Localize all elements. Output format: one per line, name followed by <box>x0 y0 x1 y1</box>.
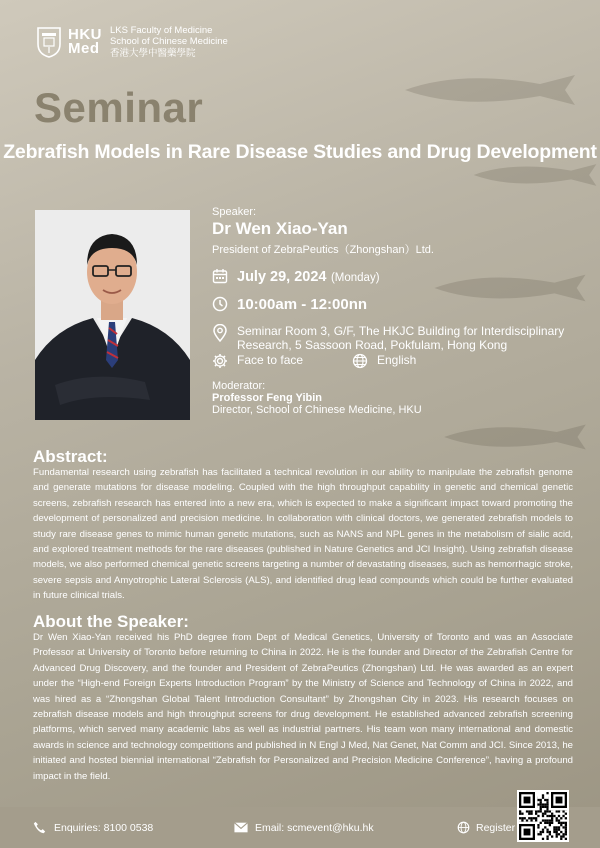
faculty-line-2: School of Chinese Medicine <box>110 36 228 48</box>
mail-icon <box>234 822 248 833</box>
speaker-name: Dr Wen Xiao-Yan <box>212 219 348 238</box>
speaker-photo <box>35 210 190 420</box>
globe-icon <box>352 353 368 369</box>
hku-crest-icon <box>36 26 62 58</box>
faculty-name <box>110 25 228 60</box>
zebrafish-decoration <box>430 270 590 306</box>
event-day: (Monday) <box>330 272 380 284</box>
seminar-label: Seminar <box>34 84 204 131</box>
qr-code-icon <box>519 792 567 840</box>
event-mode: Face to face <box>237 353 304 367</box>
event-info <box>212 206 582 416</box>
moderator-name: Professor Feng Yibin <box>212 392 323 404</box>
speaker-label: Speaker: <box>212 206 257 218</box>
time-row <box>212 296 367 313</box>
moderator-position: Director, School of Chinese Medicine, HKU <box>212 404 422 416</box>
date-row <box>212 268 380 286</box>
event-language: English <box>377 353 417 367</box>
speaker-position: President of ZebraPeutics（Zhongshan）Ltd. <box>212 244 434 256</box>
hku-text: HKU <box>68 26 102 43</box>
seminar-title: Zebrafish Models in Rare Disease Studies and Drug Development <box>3 141 597 163</box>
hku-med-logo <box>68 28 102 56</box>
venue-line-2: Research, 5 Sassoon Road, Pokfulam, Hong Kong <box>237 338 508 352</box>
language-row <box>352 353 416 369</box>
abstract-text: Fundamental research using zebrafish has facilitated a technical revolution in our ability to manipulate the zebrafish genome and generate mutations for disease modeling. Coupled with the high throughput capability in genetic and chemical genetic screens, zebrafish research has entered into a new era, which is expected to make a significant impact toward promoting the development of personalized and precision medicine. In collaboration with clinical doctors, we generated zebrafish models to study rare disease genes to mimic human genetic mutations, such as NANS and NPL genes in the metabolism of sialic acid, and explored treatment methods for the rare diseases (published in Nature Genetics and JCI Insight). Using zebrafish disease models, we also performed chemical genetic screens targeting a number of devastating diseases, such as hemorrhagic stroke, severe sepsis and Amyotrophic Lateral Sclerosis (ALS), and identified drug lead compounds which could be further evaluated in future clinical trials. <box>33 467 573 602</box>
zebrafish-decoration <box>440 420 590 454</box>
email[interactable] <box>234 822 374 834</box>
enquiries-text: Enquiries: 8100 0538 <box>54 821 154 834</box>
zebrafish-decoration <box>470 160 600 190</box>
abstract-heading: Abstract: <box>33 447 108 466</box>
med-text: Med <box>68 40 100 57</box>
mode-row <box>212 353 303 369</box>
venue-line-1: Seminar Room 3, G/F, The HKJC Building for Interdisciplinary <box>237 324 565 338</box>
register-qr-code[interactable] <box>517 790 569 842</box>
speaker-portrait <box>35 210 190 420</box>
faculty-line-3: 香港大學中醫藥學院 <box>110 47 196 59</box>
phone-icon <box>33 821 46 834</box>
gear-icon <box>212 353 228 369</box>
about-heading: About the Speaker: <box>33 612 189 631</box>
moderator-label: Moderator: <box>212 380 266 392</box>
footer-bar <box>0 807 600 848</box>
calendar-icon <box>212 268 228 284</box>
faculty-line-1: LKS Faculty of Medicine <box>110 24 213 36</box>
enquiries[interactable] <box>33 821 153 834</box>
zebrafish-decoration <box>400 70 580 110</box>
about-text: Dr Wen Xiao-Yan received his PhD degree from Dept of Medical Genetics, University of Toronto and was an Associate Professor at University of Toronto before returning to China in 2022. He is the founder and Director of the Zebrafish Centre for Advanced Drug Discovery, and the founder and President of ZebraPeutics (Zhongshan) Ltd. He was awarded as an expert under the “High-end Foreign Experts Introduction Program” by the Ministry of Science and Technology of China in 2022, and was hired as a “Zhongshan Global Talent Introduction Consultant” by Zhongshan City in 2023. His research focuses on zebrafish disease models and high throughput screens for drug development. He established advanced zebrafish screening platforms, which served many academic labs as well as industrial partners. His team won many international and domestic awards in science and technology competitions and published in N Engl J Med, Nat Genet, Nat Comm and JCI. Since 2013, he initiated and hosted biennial international “Zebrafish for Personalized and Precision Medicine Conference”, having a profound impact in the field. <box>33 632 573 782</box>
globe-icon <box>457 821 470 834</box>
email-text: Email: scmevent@hku.hk <box>255 821 374 834</box>
clock-icon <box>212 296 228 312</box>
location-icon <box>212 324 228 342</box>
venue-row <box>212 324 564 352</box>
event-date: July 29, 2024 <box>237 269 327 285</box>
register-text: Register <box>476 821 516 834</box>
event-time: 10:00am - 12:00nn <box>237 296 368 313</box>
faculty-header <box>36 24 228 60</box>
register-link[interactable] <box>457 821 515 834</box>
